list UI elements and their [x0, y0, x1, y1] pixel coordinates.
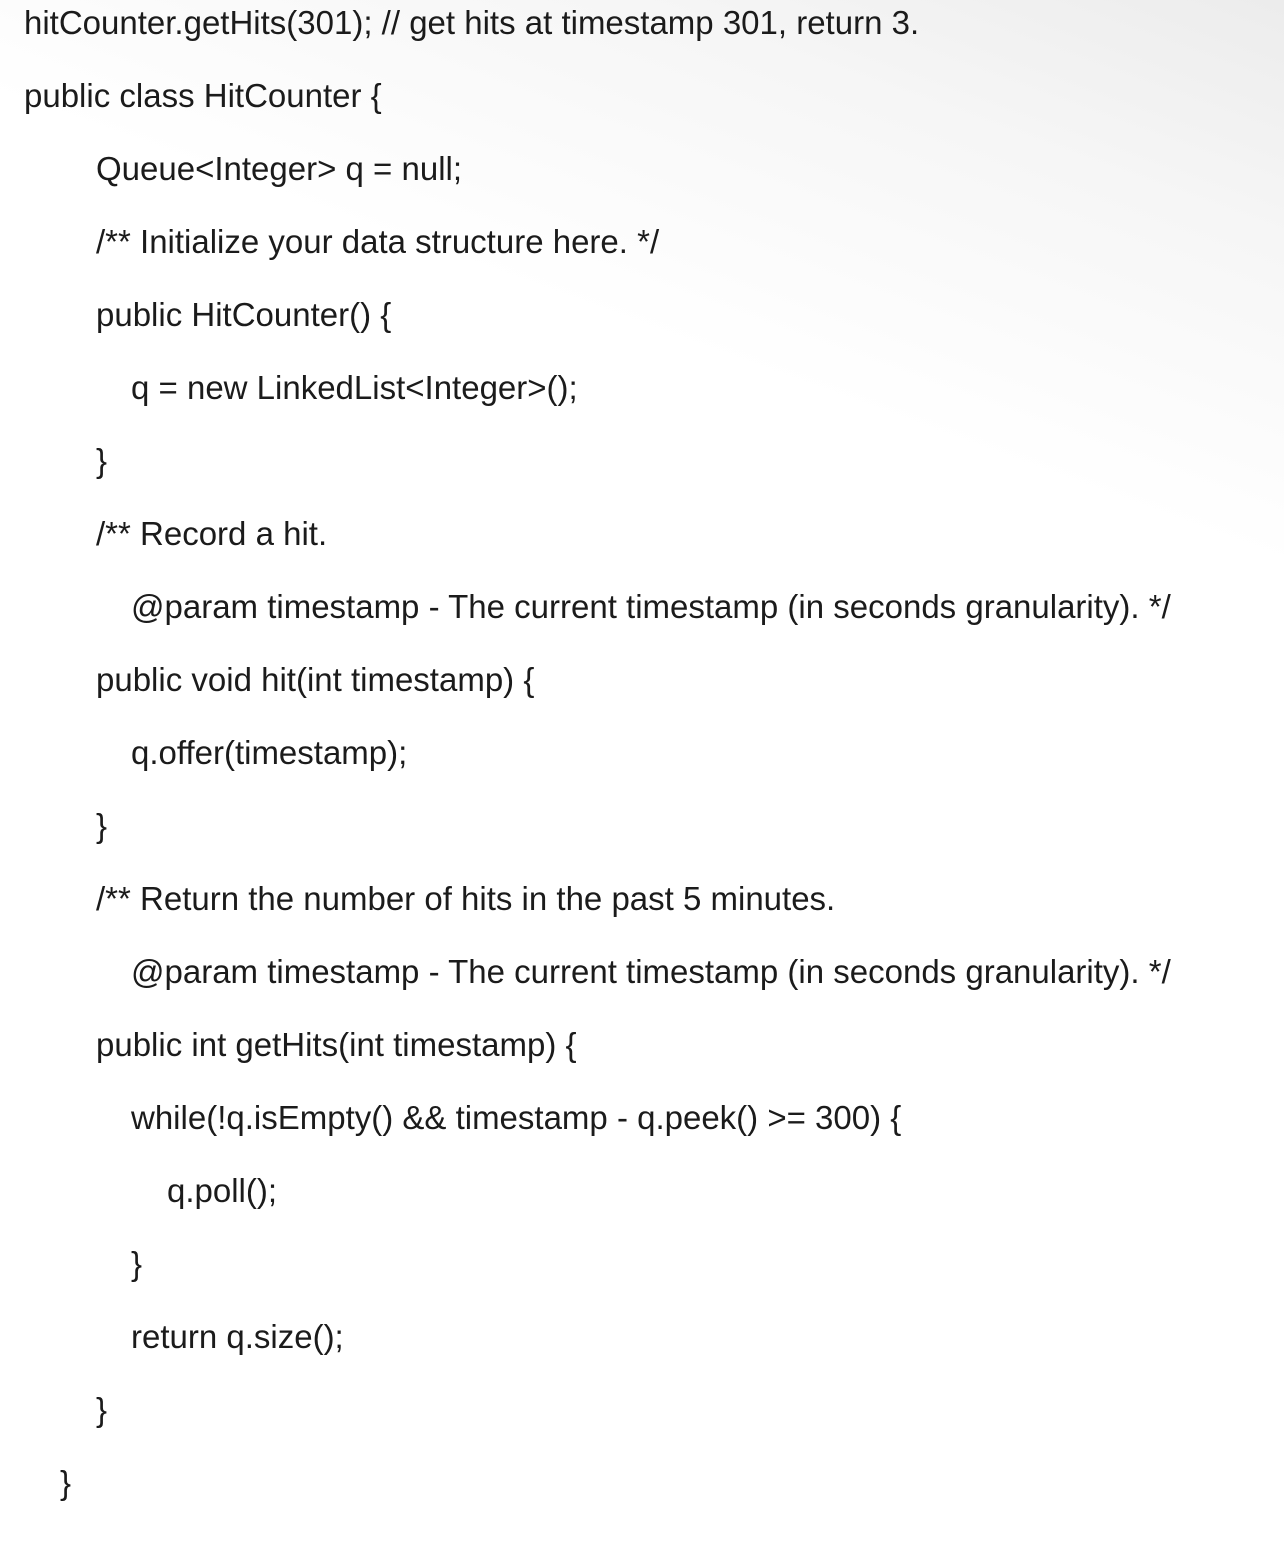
code-line-gethits-param-comment: @param timestamp - The current timestamp (in seconds granularity). */	[131, 953, 1171, 990]
code-line-init-comment: /** Initialize your data structure here. */	[96, 223, 660, 260]
code-line-queue-field: Queue<Integer> q = null;	[96, 150, 463, 187]
code-line-poll: q.poll();	[167, 1172, 278, 1209]
code-line-constructor-close: }	[96, 442, 108, 479]
code-line-hit-method: public void hit(int timestamp) {	[96, 661, 535, 698]
code-line-example-call: hitCounter.getHits(301); // get hits at timestamp 301, return 3.	[24, 4, 920, 41]
code-line-class-declaration: public class HitCounter {	[24, 77, 382, 114]
code-line-while-loop: while(!q.isEmpty() && timestamp - q.peek() >= 300) {	[131, 1099, 902, 1136]
code-line-constructor-body: q = new LinkedList<Integer>();	[131, 369, 578, 406]
code-line-hit-close: }	[96, 807, 108, 844]
code-line-hit-param-comment: @param timestamp - The current timestamp (in seconds granularity). */	[131, 588, 1171, 625]
code-line-return: return q.size();	[131, 1318, 344, 1355]
code-line-class-close: }	[60, 1464, 72, 1501]
code-line-constructor: public HitCounter() {	[96, 296, 392, 333]
code-line-hit-comment: /** Record a hit.	[96, 515, 328, 552]
code-line-gethits-method: public int getHits(int timestamp) {	[96, 1026, 577, 1063]
code-line-while-close: }	[131, 1245, 143, 1282]
code-line-gethits-comment: /** Return the number of hits in the past 5 minutes.	[96, 880, 836, 917]
code-line-gethits-close: }	[96, 1391, 108, 1428]
code-line-hit-body: q.offer(timestamp);	[131, 734, 408, 771]
